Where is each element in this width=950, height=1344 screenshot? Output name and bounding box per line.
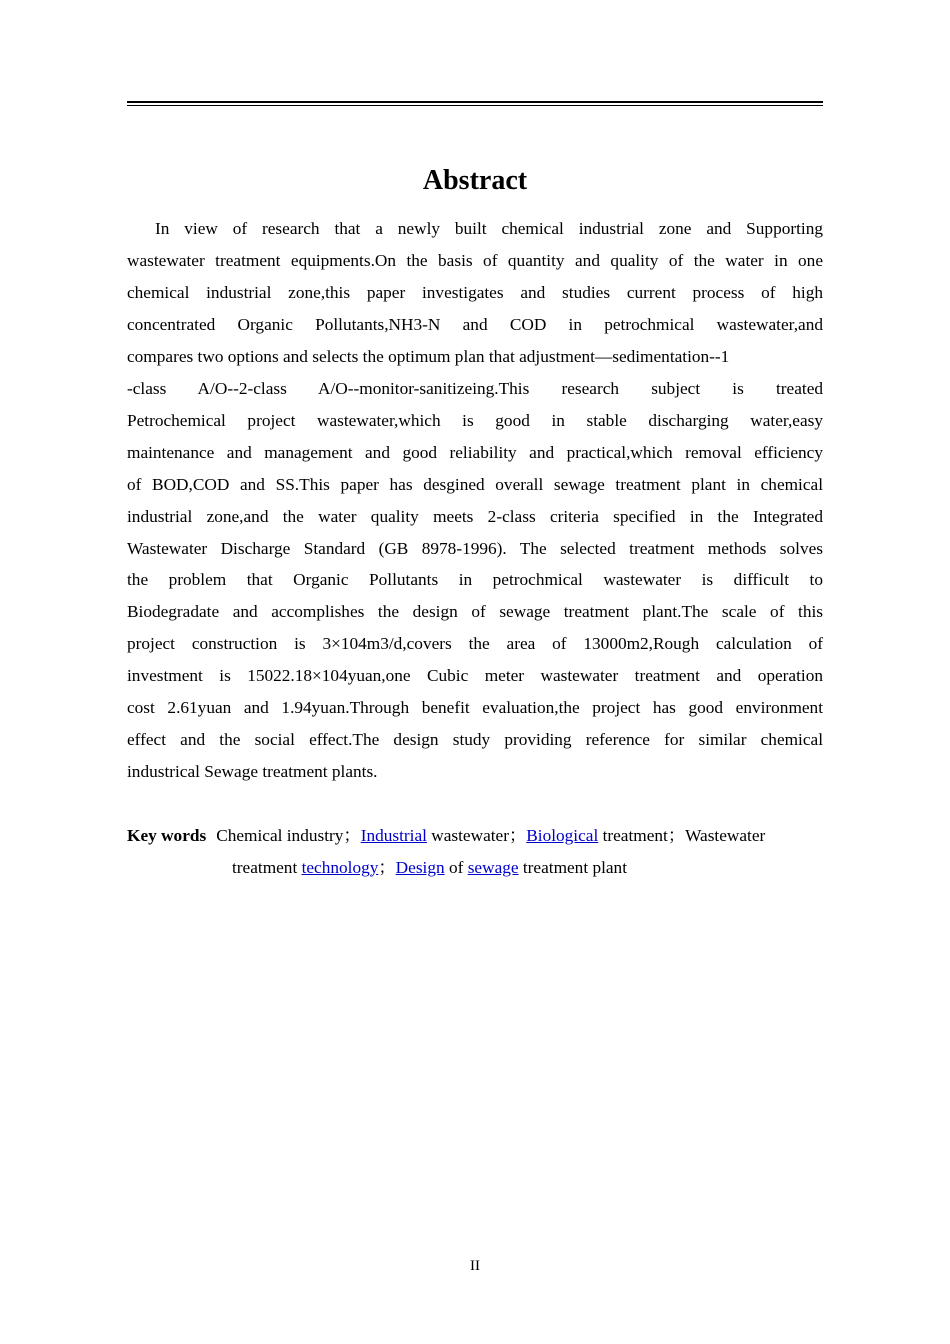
keywords-row: [127, 820, 823, 852]
abstract-line: investment is 15022.18×104yuan,one Cubic meter wastewater treatment and operation: [127, 666, 823, 686]
keyword-text: of: [444, 857, 468, 877]
abstract-line: compares two options and selects the optimum plan that adjustment—sedimentation--1: [127, 346, 730, 366]
keyword-text: wastewater；: [426, 826, 527, 845]
keywords-section: [127, 820, 823, 883]
header-double-rule: [127, 101, 823, 106]
abstract-line: Wastewater Discharge Standard (GB 8978-1996). The selected treatment methods solves: [127, 538, 823, 558]
keywords-row: [127, 852, 823, 884]
header-rule-thick: [127, 101, 823, 103]
keyword-separator: ；: [378, 857, 396, 877]
keyword-text: treatment plant: [518, 857, 627, 877]
abstract-line: wastewater treatment equipments.On the basis of quantity and quality of the water in one: [127, 250, 823, 270]
abstract-line: of BOD,COD and SS.This paper has desgined overall sewage treatment plant in chemical: [127, 474, 823, 494]
abstract-line: industrial zone,and the water quality meets 2-class criteria specified in the Integrated: [127, 506, 823, 526]
abstract-line: effect and the social effect.The design study providing reference for similar chemical: [127, 730, 823, 750]
keywords-row-left: [127, 820, 765, 852]
keyword-link-technology[interactable]: technology: [301, 857, 379, 877]
abstract-line: concentrated Organic Pollutants,NH3-N and COD in petrochmical wastewater,and: [127, 314, 823, 334]
keyword-text: treatment: [232, 857, 302, 877]
abstract-line: In view of research that a newly built chemical industrial zone and Supporting: [155, 219, 823, 238]
page-title: Abstract: [422, 165, 528, 196]
abstract-line: -class A/O--2-class A/O--monitor-sanitizeing.This research subject is treated: [127, 378, 823, 398]
page-number: II: [470, 1258, 480, 1274]
abstract-body: [127, 213, 823, 788]
keyword-link-sewage[interactable]: sewage: [467, 857, 519, 877]
abstract-paragraph: [127, 213, 823, 245]
header-rule-thin: [127, 105, 823, 106]
keyword-link-industrial[interactable]: Industrial: [360, 826, 427, 845]
abstract-line: cost 2.61yuan and 1.94yuan.Through benefit evaluation,the project has good environment: [127, 698, 823, 718]
abstract-line: industrical Sewage treatment plants.: [127, 762, 378, 782]
abstract-line: chemical industrial zone,this paper investigates and studies current process of high: [127, 282, 823, 302]
keyword-link-design[interactable]: Design: [395, 857, 445, 877]
abstract-line: maintenance and management and good reliability and practical,which removal efficiency: [127, 442, 823, 462]
keywords-label: Key words: [127, 826, 207, 845]
abstract-line: project construction is 3×104m3/d,covers the area of 13000m2,Rough calculation of: [127, 634, 823, 654]
keyword-link-biological[interactable]: Biological: [526, 826, 599, 845]
abstract-line: Petrochemical project wastewater,which is good in stable discharging water,easy: [127, 410, 823, 430]
abstract-line: the problem that Organic Pollutants in petrochmical wastewater is difficult to: [127, 570, 823, 590]
keyword-text: Chemical industry；: [216, 826, 361, 845]
keyword-text: treatment；Wastewater: [598, 826, 766, 845]
abstract-line: Biodegradate and accomplishes the design of sewage treatment plant.The scale of this: [127, 602, 823, 622]
